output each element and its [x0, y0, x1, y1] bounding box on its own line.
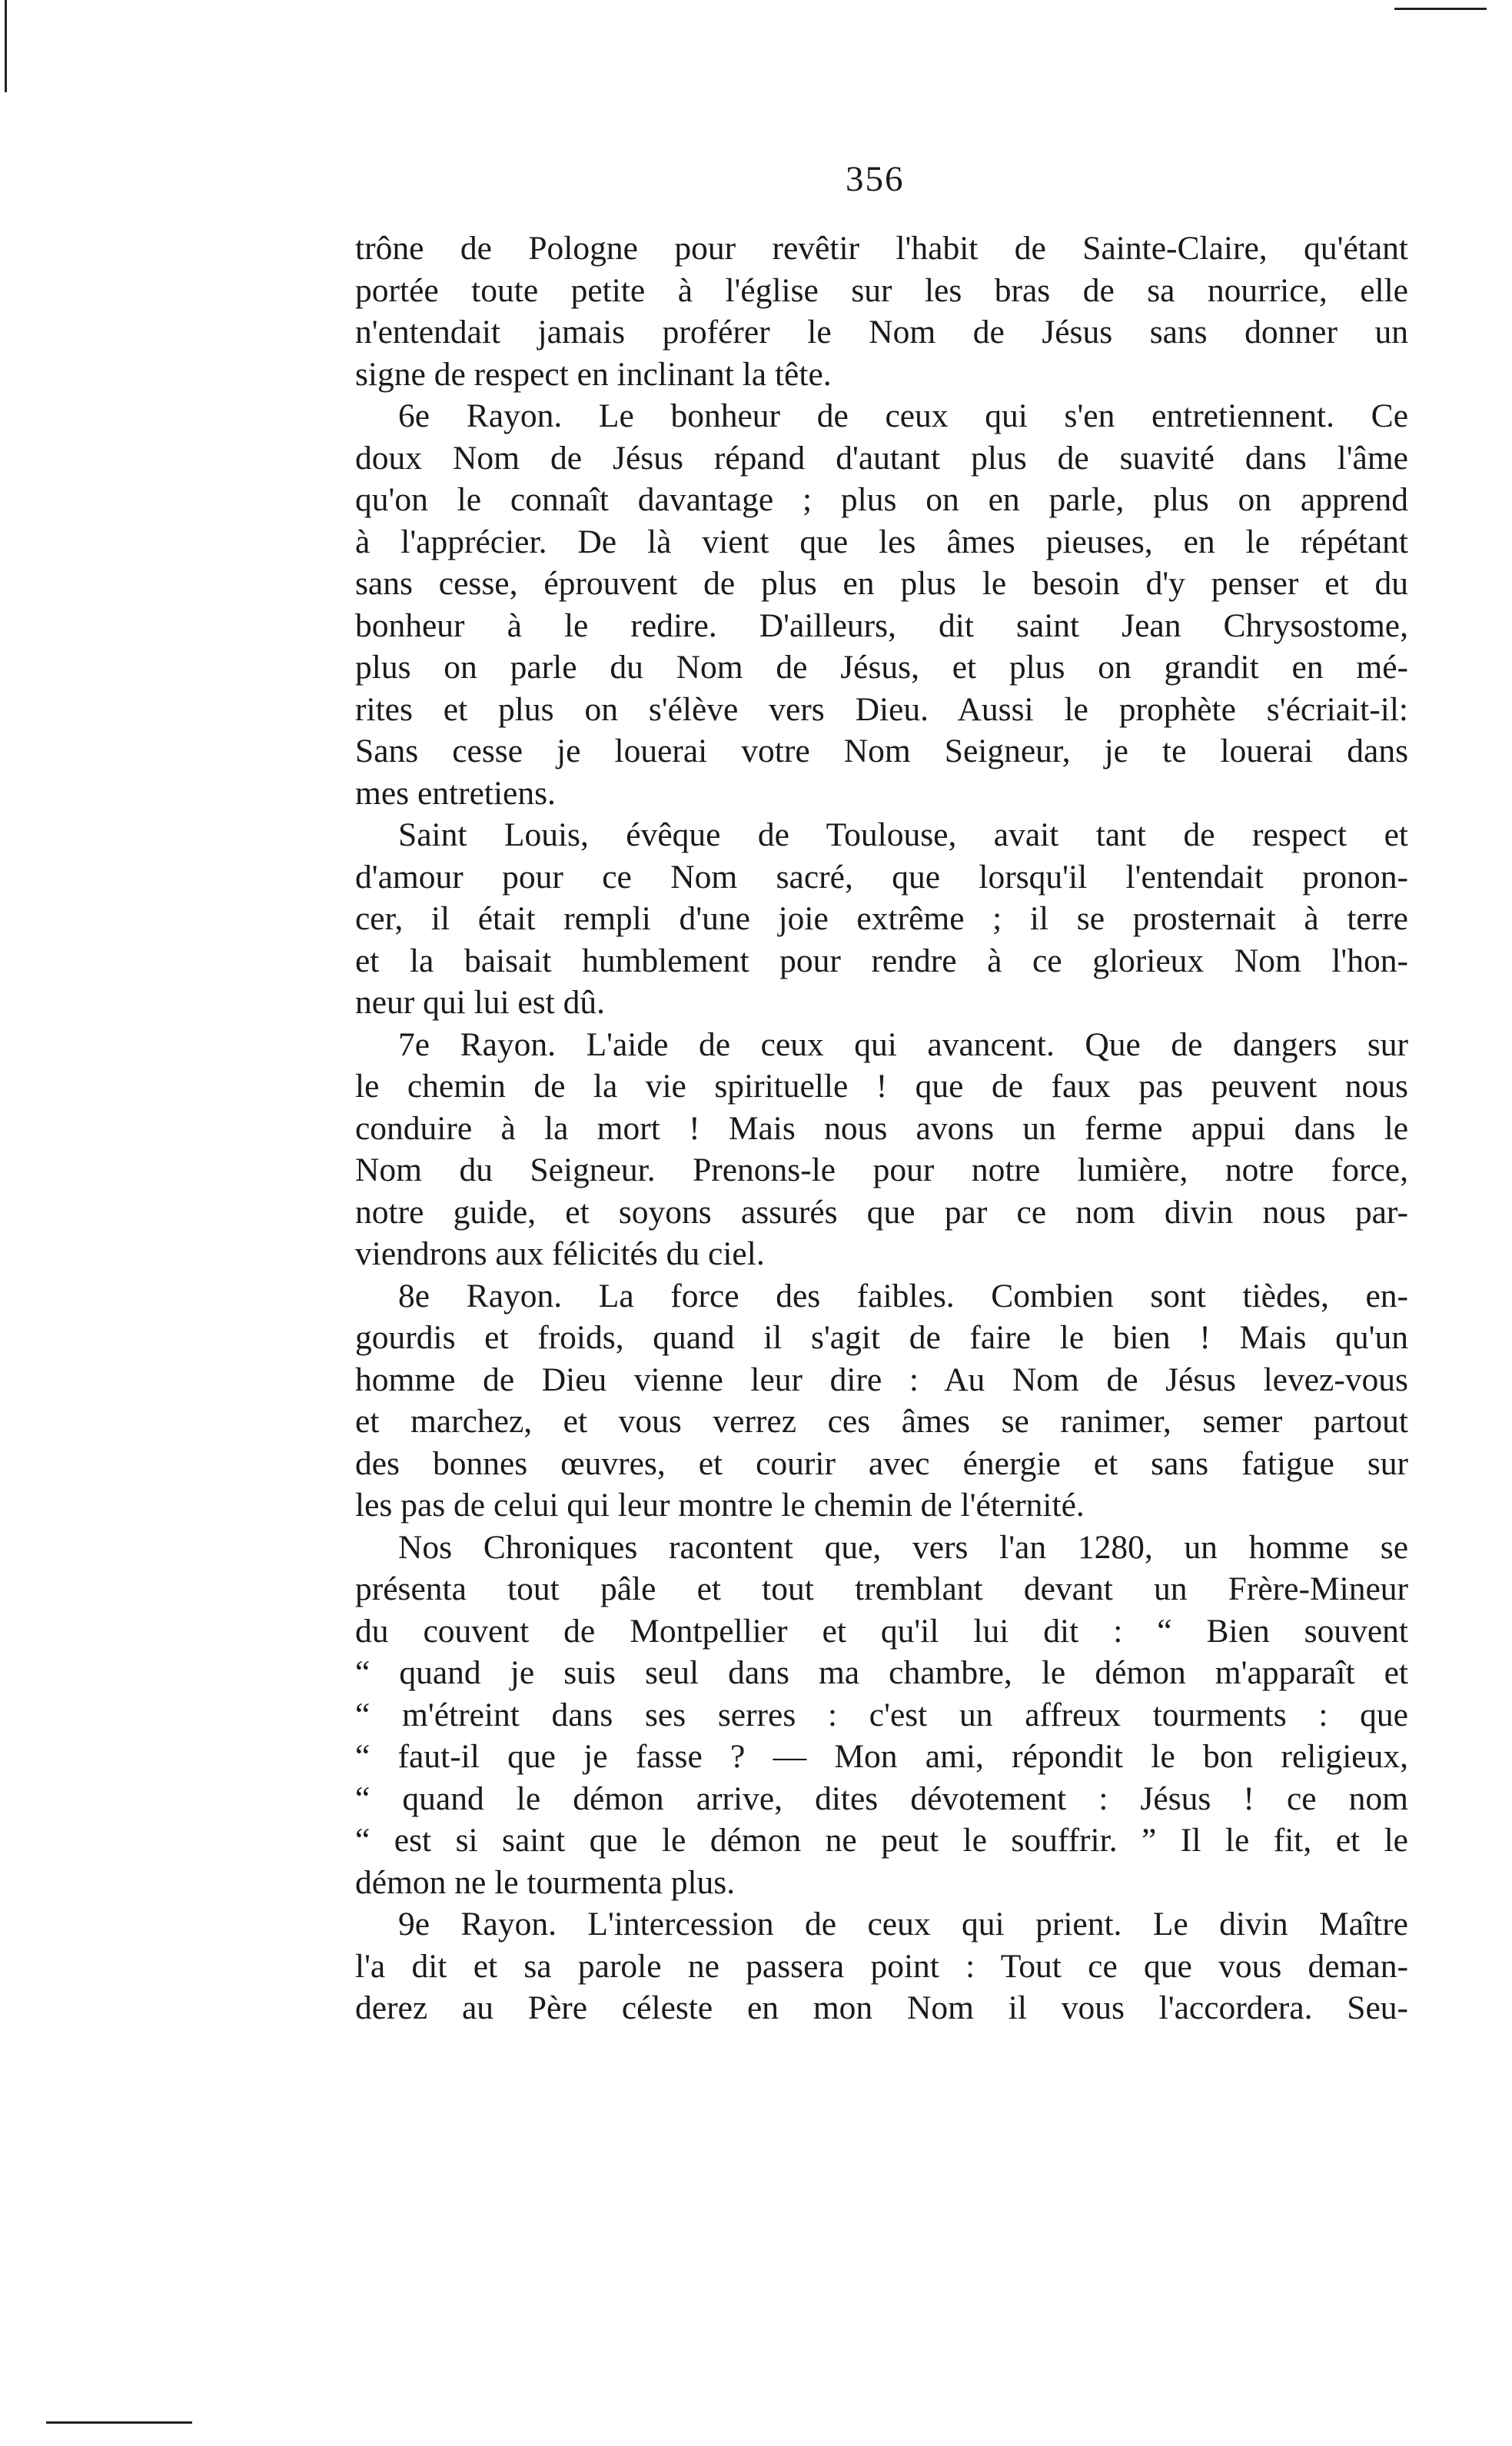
text-line: 6e Rayon. Le bonheur de ceux qui s'en entretiennent. Ce — [398, 397, 1408, 434]
text-line: Nom du Seigneur. Prenons-le pour notre lumière, notre force, — [355, 1152, 1408, 1188]
text-line: 9e Rayon. L'intercession de ceux qui prient. Le divin Maître — [398, 1906, 1408, 1943]
text-line: homme de Dieu vienne leur dire : Au Nom de Jésus levez-vous — [355, 1361, 1408, 1398]
text-line: n'entendait jamais proférer le Nom de Jésus sans donner un — [355, 314, 1408, 351]
text-line: portée toute petite à l'église sur les bras de sa nourrice, elle — [355, 271, 1408, 309]
text-line: viendrons aux félicités du ciel. — [355, 1235, 765, 1272]
text-line: 7e Rayon. L'aide de ceux qui avancent. Que de dangers sur — [398, 1025, 1408, 1063]
text-line: Saint Louis, évêque de Toulouse, avait tant de respect et — [398, 816, 1408, 853]
text-line: du couvent de Montpellier et qu'il lui dit : “ Bien souvent — [355, 1612, 1408, 1650]
text-line: d'amour pour ce Nom sacré, que lorsqu'il l'entendait pronon- — [355, 858, 1408, 896]
text-line: à l'apprécier. De là vient que les âmes pieuses, en le répétant — [355, 523, 1408, 560]
text-line: conduire à la mort ! Mais nous avons un ferme appui dans le — [355, 1109, 1408, 1147]
text-line: le chemin de la vie spirituelle ! que de faux pas peuvent nous — [355, 1068, 1408, 1105]
text-line: cer, il était rempli d'une joie extrême ; il se prosternait à terre — [355, 900, 1408, 937]
text-line: “ m'étreint dans ses serres : c'est un affreux tourments : que — [355, 1696, 1408, 1733]
text-line: “ est si saint que le démon ne peut le souffrir. ” Il le fit, et le — [355, 1822, 1408, 1859]
text-line: qu'on le connaît davantage ; plus on en parle, plus on apprend — [355, 481, 1408, 518]
text-line: sans cesse, éprouvent de plus en plus le besoin d'y penser et du — [355, 565, 1408, 602]
text-line: trône de Pologne pour revêtir l'habit de Sainte-Claire, qu'étant — [355, 230, 1408, 267]
text-line: “ faut-il que je fasse ? — Mon ami, répondit le bon religieux, — [355, 1738, 1408, 1775]
text-line: signe de respect en inclinant la tête. — [355, 355, 832, 393]
left-edge-rule — [5, 0, 7, 92]
text-line: l'a dit et sa parole ne passera point : Tout ce que vous deman- — [355, 1947, 1408, 1985]
text-line: démon ne le tourmenta plus. — [355, 1863, 736, 1901]
text-line: les pas de celui qui leur montre le chemin de l'éternité. — [355, 1487, 1085, 1524]
text-line: notre guide, et soyons assurés que par ce nom divin nous par- — [355, 1193, 1408, 1231]
text-line: neur qui lui est dû. — [355, 984, 605, 1021]
text-line: mes entretiens. — [355, 774, 556, 812]
text-line: rites et plus on s'élève vers Dieu. Aussi le prophète s'écriait-il: — [355, 690, 1408, 728]
bottom-rule — [46, 2421, 192, 2424]
page-text — [355, 228, 1408, 2029]
text-line: gourdis et froids, quand il s'agit de faire le bien ! Mais qu'un — [355, 1319, 1408, 1356]
page-number: 356 — [846, 159, 905, 199]
text-line: plus on parle du Nom de Jésus, et plus on grandit en mé- — [355, 649, 1408, 686]
text-line: Sans cesse je louerai votre Nom Seigneur, je te louerai dans — [355, 733, 1408, 769]
text-line: bonheur à le redire. D'ailleurs, dit saint Jean Chrysostome, — [355, 607, 1408, 644]
text-line: et la baisait humblement pour rendre à ce glorieux Nom l'hon- — [355, 942, 1408, 979]
text-line: “ quand le démon arrive, dites dévotement : Jésus ! ce nom — [355, 1780, 1408, 1817]
text-line: doux Nom de Jésus répand d'autant plus de suavité dans l'âme — [355, 439, 1408, 477]
text-line: et marchez, et vous verrez ces âmes se ranimer, semer partout — [355, 1403, 1408, 1440]
top-rule — [1394, 8, 1487, 10]
text-line: “ quand je suis seul dans ma chambre, le démon m'apparaît et — [355, 1654, 1408, 1691]
text-line: présenta tout pâle et tout tremblant devant un Frère-Mineur — [355, 1570, 1408, 1607]
text-line: 8e Rayon. La force des faibles. Combien sont tièdes, en- — [398, 1277, 1408, 1314]
text-line: derez au Père céleste en mon Nom il vous l'accordera. Seu- — [355, 1989, 1408, 2026]
text-line: Nos Chroniques racontent que, vers l'an 1280, un homme se — [398, 1528, 1408, 1566]
text-line: des bonnes œuvres, et courir avec énergie et sans fatigue sur — [355, 1444, 1408, 1482]
